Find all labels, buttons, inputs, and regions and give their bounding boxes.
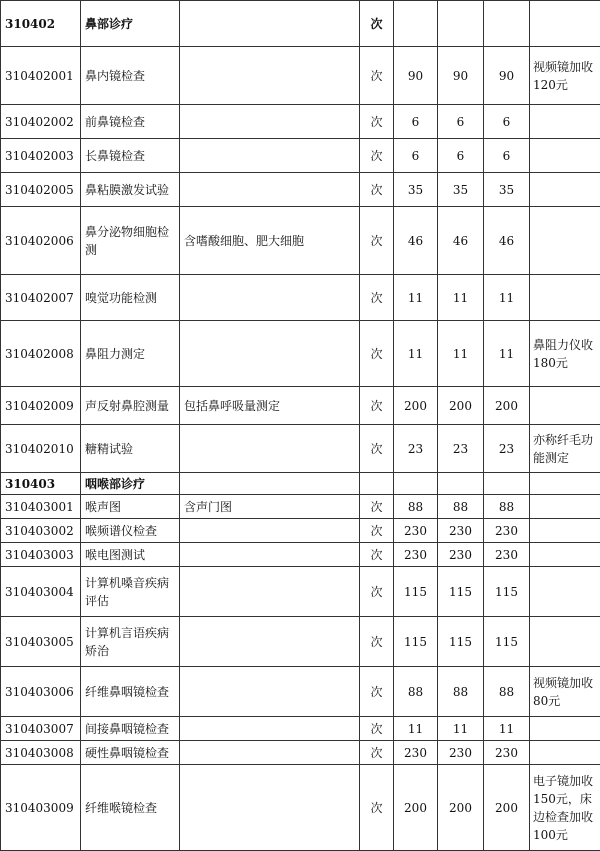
item-unit — [360, 473, 394, 495]
item-content — [180, 321, 360, 387]
price-tier-1: 200 — [394, 765, 438, 851]
item-code: 310402005 — [1, 173, 81, 207]
item-note — [530, 1, 600, 47]
table-row — [1, 275, 600, 321]
item-content — [180, 425, 360, 473]
price-tier-3: 6 — [484, 139, 530, 173]
item-code: 310403009 — [1, 765, 81, 851]
table-row — [1, 207, 600, 275]
item-note — [530, 473, 600, 495]
item-code: 310402002 — [1, 105, 81, 139]
price-tier-2 — [438, 1, 484, 47]
item-code: 310402009 — [1, 387, 81, 425]
item-note: 视频镜加收120元 — [530, 47, 600, 105]
item-code: 310402 — [1, 1, 81, 47]
item-unit: 次 — [360, 567, 394, 617]
item-unit: 次 — [360, 139, 394, 173]
item-name: 嗅觉功能检测 — [81, 275, 180, 321]
item-name: 前鼻镜检查 — [81, 105, 180, 139]
category-row — [1, 1, 600, 47]
item-note — [530, 741, 600, 765]
item-note — [530, 139, 600, 173]
table-body — [1, 1, 600, 851]
table-row — [1, 387, 600, 425]
price-tier-1: 46 — [394, 207, 438, 275]
item-note: 电子镜加收150元，床边检查加收100元 — [530, 765, 600, 851]
price-tier-2: 90 — [438, 47, 484, 105]
item-unit: 次 — [360, 47, 394, 105]
price-tier-3: 200 — [484, 765, 530, 851]
item-content — [180, 105, 360, 139]
price-tier-3: 23 — [484, 425, 530, 473]
item-unit: 次 — [360, 321, 394, 387]
price-tier-3 — [484, 473, 530, 495]
price-tier-1: 35 — [394, 173, 438, 207]
price-tier-1: 230 — [394, 543, 438, 567]
table-row — [1, 717, 600, 741]
item-unit: 次 — [360, 425, 394, 473]
table-row — [1, 765, 600, 851]
table-row — [1, 495, 600, 519]
item-unit: 次 — [360, 543, 394, 567]
table-row — [1, 47, 600, 105]
item-content — [180, 275, 360, 321]
price-tier-1: 200 — [394, 387, 438, 425]
item-code: 310403007 — [1, 717, 81, 741]
price-tier-1: 6 — [394, 105, 438, 139]
price-tier-3: 115 — [484, 567, 530, 617]
item-code: 310402003 — [1, 139, 81, 173]
price-tier-3: 88 — [484, 667, 530, 717]
item-note — [530, 275, 600, 321]
item-note — [530, 543, 600, 567]
price-tier-1: 11 — [394, 717, 438, 741]
price-tier-3: 90 — [484, 47, 530, 105]
item-code: 310402008 — [1, 321, 81, 387]
price-tier-3: 6 — [484, 105, 530, 139]
price-tier-2: 230 — [438, 543, 484, 567]
item-code: 310403002 — [1, 519, 81, 543]
price-tier-1: 90 — [394, 47, 438, 105]
price-tier-2: 88 — [438, 667, 484, 717]
item-unit: 次 — [360, 1, 394, 47]
table-row — [1, 741, 600, 765]
item-name: 鼻部诊疗 — [81, 1, 180, 47]
item-content — [180, 173, 360, 207]
table-row — [1, 543, 600, 567]
price-tier-1 — [394, 473, 438, 495]
item-note — [530, 207, 600, 275]
item-note: 鼻阻力仪收180元 — [530, 321, 600, 387]
price-tier-3: 230 — [484, 741, 530, 765]
item-name: 纤维鼻咽镜检查 — [81, 667, 180, 717]
item-name: 喉电图测试 — [81, 543, 180, 567]
price-tier-2: 6 — [438, 139, 484, 173]
item-unit: 次 — [360, 387, 394, 425]
item-content — [180, 617, 360, 667]
price-tier-3 — [484, 1, 530, 47]
price-tier-2: 115 — [438, 567, 484, 617]
item-unit: 次 — [360, 617, 394, 667]
table-row — [1, 105, 600, 139]
item-unit: 次 — [360, 741, 394, 765]
price-tier-2: 200 — [438, 765, 484, 851]
table-row — [1, 425, 600, 473]
table-row — [1, 567, 600, 617]
item-code: 310403004 — [1, 567, 81, 617]
table-row — [1, 667, 600, 717]
item-code: 310403001 — [1, 495, 81, 519]
item-name: 声反射鼻腔测量 — [81, 387, 180, 425]
table-row — [1, 139, 600, 173]
item-unit: 次 — [360, 667, 394, 717]
price-tier-1: 88 — [394, 495, 438, 519]
item-content — [180, 47, 360, 105]
item-unit: 次 — [360, 105, 394, 139]
item-unit: 次 — [360, 173, 394, 207]
item-content — [180, 567, 360, 617]
price-tier-3: 230 — [484, 519, 530, 543]
item-code: 310403005 — [1, 617, 81, 667]
item-content: 含声门图 — [180, 495, 360, 519]
item-name: 鼻粘膜激发试验 — [81, 173, 180, 207]
price-tier-2: 23 — [438, 425, 484, 473]
category-row — [1, 473, 600, 495]
table-row — [1, 617, 600, 667]
item-unit: 次 — [360, 717, 394, 741]
table-row — [1, 519, 600, 543]
item-note — [530, 387, 600, 425]
item-code: 310403003 — [1, 543, 81, 567]
item-name: 鼻内镜检查 — [81, 47, 180, 105]
item-note: 视频镜加收80元 — [530, 667, 600, 717]
item-note — [530, 105, 600, 139]
price-tier-2: 115 — [438, 617, 484, 667]
item-note — [530, 495, 600, 519]
price-tier-3: 230 — [484, 543, 530, 567]
item-content — [180, 473, 360, 495]
item-unit: 次 — [360, 495, 394, 519]
price-tier-2: 11 — [438, 717, 484, 741]
price-tier-1: 115 — [394, 567, 438, 617]
price-tier-2: 88 — [438, 495, 484, 519]
price-tier-3: 200 — [484, 387, 530, 425]
item-note — [530, 617, 600, 667]
item-content — [180, 667, 360, 717]
item-name: 糖精试验 — [81, 425, 180, 473]
item-unit: 次 — [360, 275, 394, 321]
item-name: 喉声图 — [81, 495, 180, 519]
price-tier-1: 230 — [394, 519, 438, 543]
item-name: 计算机嗓音疾病评估 — [81, 567, 180, 617]
price-tier-1: 23 — [394, 425, 438, 473]
item-name: 纤维喉镜检查 — [81, 765, 180, 851]
item-unit: 次 — [360, 207, 394, 275]
price-tier-3: 11 — [484, 275, 530, 321]
item-name: 计算机言语疾病矫治 — [81, 617, 180, 667]
item-code: 310403006 — [1, 667, 81, 717]
price-tier-1: 230 — [394, 741, 438, 765]
item-unit: 次 — [360, 765, 394, 851]
item-code: 310402007 — [1, 275, 81, 321]
item-content: 含嗜酸细胞、肥大细胞 — [180, 207, 360, 275]
item-note — [530, 173, 600, 207]
item-name: 硬性鼻咽镜检查 — [81, 741, 180, 765]
item-note — [530, 717, 600, 741]
item-code: 310403008 — [1, 741, 81, 765]
price-tier-1: 11 — [394, 321, 438, 387]
price-tier-3: 11 — [484, 717, 530, 741]
item-content — [180, 519, 360, 543]
price-tier-2: 230 — [438, 741, 484, 765]
price-tier-2: 46 — [438, 207, 484, 275]
price-tier-1: 115 — [394, 617, 438, 667]
item-name: 鼻阻力测定 — [81, 321, 180, 387]
item-unit: 次 — [360, 519, 394, 543]
price-tier-1: 88 — [394, 667, 438, 717]
item-name: 间接鼻咽镜检查 — [81, 717, 180, 741]
item-note — [530, 567, 600, 617]
price-tier-2: 35 — [438, 173, 484, 207]
price-tier-3: 88 — [484, 495, 530, 519]
item-content — [180, 1, 360, 47]
item-content: 包括鼻呼吸量测定 — [180, 387, 360, 425]
price-tier-2: 200 — [438, 387, 484, 425]
item-content — [180, 717, 360, 741]
table-row — [1, 173, 600, 207]
item-note — [530, 519, 600, 543]
price-tier-2: 11 — [438, 321, 484, 387]
price-tier-1: 11 — [394, 275, 438, 321]
item-content — [180, 765, 360, 851]
item-name: 长鼻镜检查 — [81, 139, 180, 173]
price-tier-1 — [394, 1, 438, 47]
item-name: 咽喉部诊疗 — [81, 473, 180, 495]
item-content — [180, 543, 360, 567]
item-code: 310402006 — [1, 207, 81, 275]
price-tier-3: 46 — [484, 207, 530, 275]
item-code: 310403 — [1, 473, 81, 495]
price-tier-2: 230 — [438, 519, 484, 543]
item-name: 喉频谱仪检查 — [81, 519, 180, 543]
item-note: 亦称纤毛功能测定 — [530, 425, 600, 473]
price-tier-2: 11 — [438, 275, 484, 321]
price-tier-2 — [438, 473, 484, 495]
item-code: 310402001 — [1, 47, 81, 105]
item-code: 310402010 — [1, 425, 81, 473]
item-content — [180, 741, 360, 765]
price-tier-3: 115 — [484, 617, 530, 667]
price-tier-3: 11 — [484, 321, 530, 387]
item-content — [180, 139, 360, 173]
price-tier-2: 6 — [438, 105, 484, 139]
price-tier-1: 6 — [394, 139, 438, 173]
price-tier-3: 35 — [484, 173, 530, 207]
item-name: 鼻分泌物细胞检测 — [81, 207, 180, 275]
table-row — [1, 321, 600, 387]
